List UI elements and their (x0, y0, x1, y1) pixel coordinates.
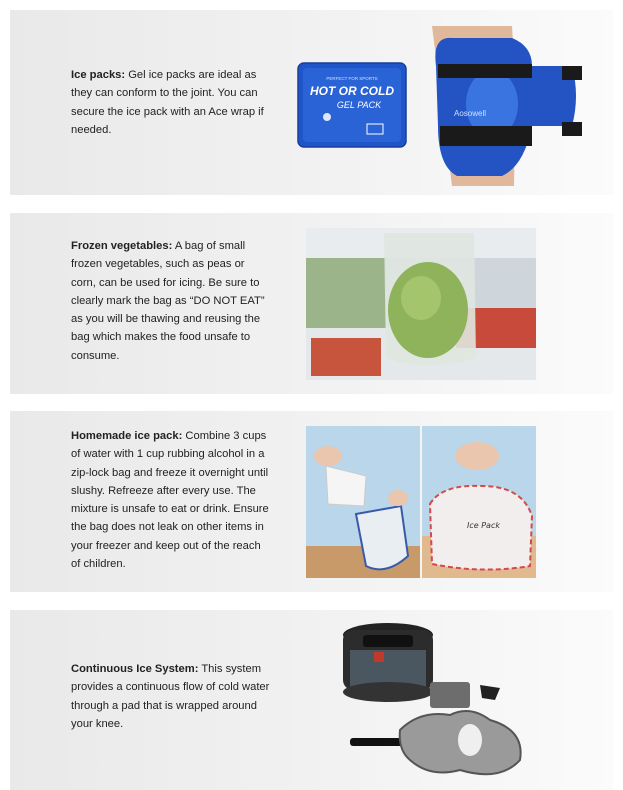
frozen-peas-image (306, 228, 536, 380)
bag-label: Ice Pack (467, 521, 500, 530)
section-continuous-ice-system (10, 610, 613, 790)
section-body: Gel ice packs are ideal as they can conform to the joint. You can secure the ice pack with an Ace wrap if needed. (71, 69, 264, 136)
section-text (71, 237, 271, 365)
section-text (71, 66, 271, 139)
pouring-alcohol-image (306, 426, 420, 578)
section-text (71, 660, 271, 733)
ice-pack-bag-image (422, 426, 536, 578)
section-homemade-ice-pack (10, 411, 613, 592)
section-body: Combine 3 cups of water with 1 cup rubbing alcohol in a zip-lock bag and freeze it overnight until slushy. Refreeze after every use. The mixture is unsafe to eat or drink. Ensure the bag does not leak on other items in your freezer and keep out of the reach of children. (71, 430, 269, 571)
pack-title-small: PERFECT FOR SPORTS (326, 76, 378, 81)
section-body: This system provides a continuous flow of cold water through a pad that is wrapped around your knee. (71, 663, 270, 730)
wrap-brand: Aosowell (454, 109, 487, 118)
section-heading: Continuous Ice System: (71, 663, 199, 675)
section-ice-packs (10, 10, 613, 195)
ice-machine-image (330, 610, 530, 785)
gel-pack-image (297, 62, 407, 148)
section-text (71, 427, 271, 573)
section-frozen-vegetables (10, 213, 613, 394)
knee-wrap-image (412, 26, 582, 186)
section-heading: Homemade ice pack: (71, 430, 183, 442)
section-body: A bag of small frozen vegetables, such as peas or corn, can be used for icing. Be sure to clearly mark the bag as “DO NOT EAT” as you will be thawing and reusing the bag which makes the food unsafe to consume. (71, 240, 265, 362)
pack-title-line1: HOT OR COLD (310, 84, 394, 98)
section-heading: Frozen vegetables: (71, 240, 173, 252)
section-heading: Ice packs: (71, 69, 126, 81)
pack-title-line2: GEL PACK (336, 100, 382, 110)
